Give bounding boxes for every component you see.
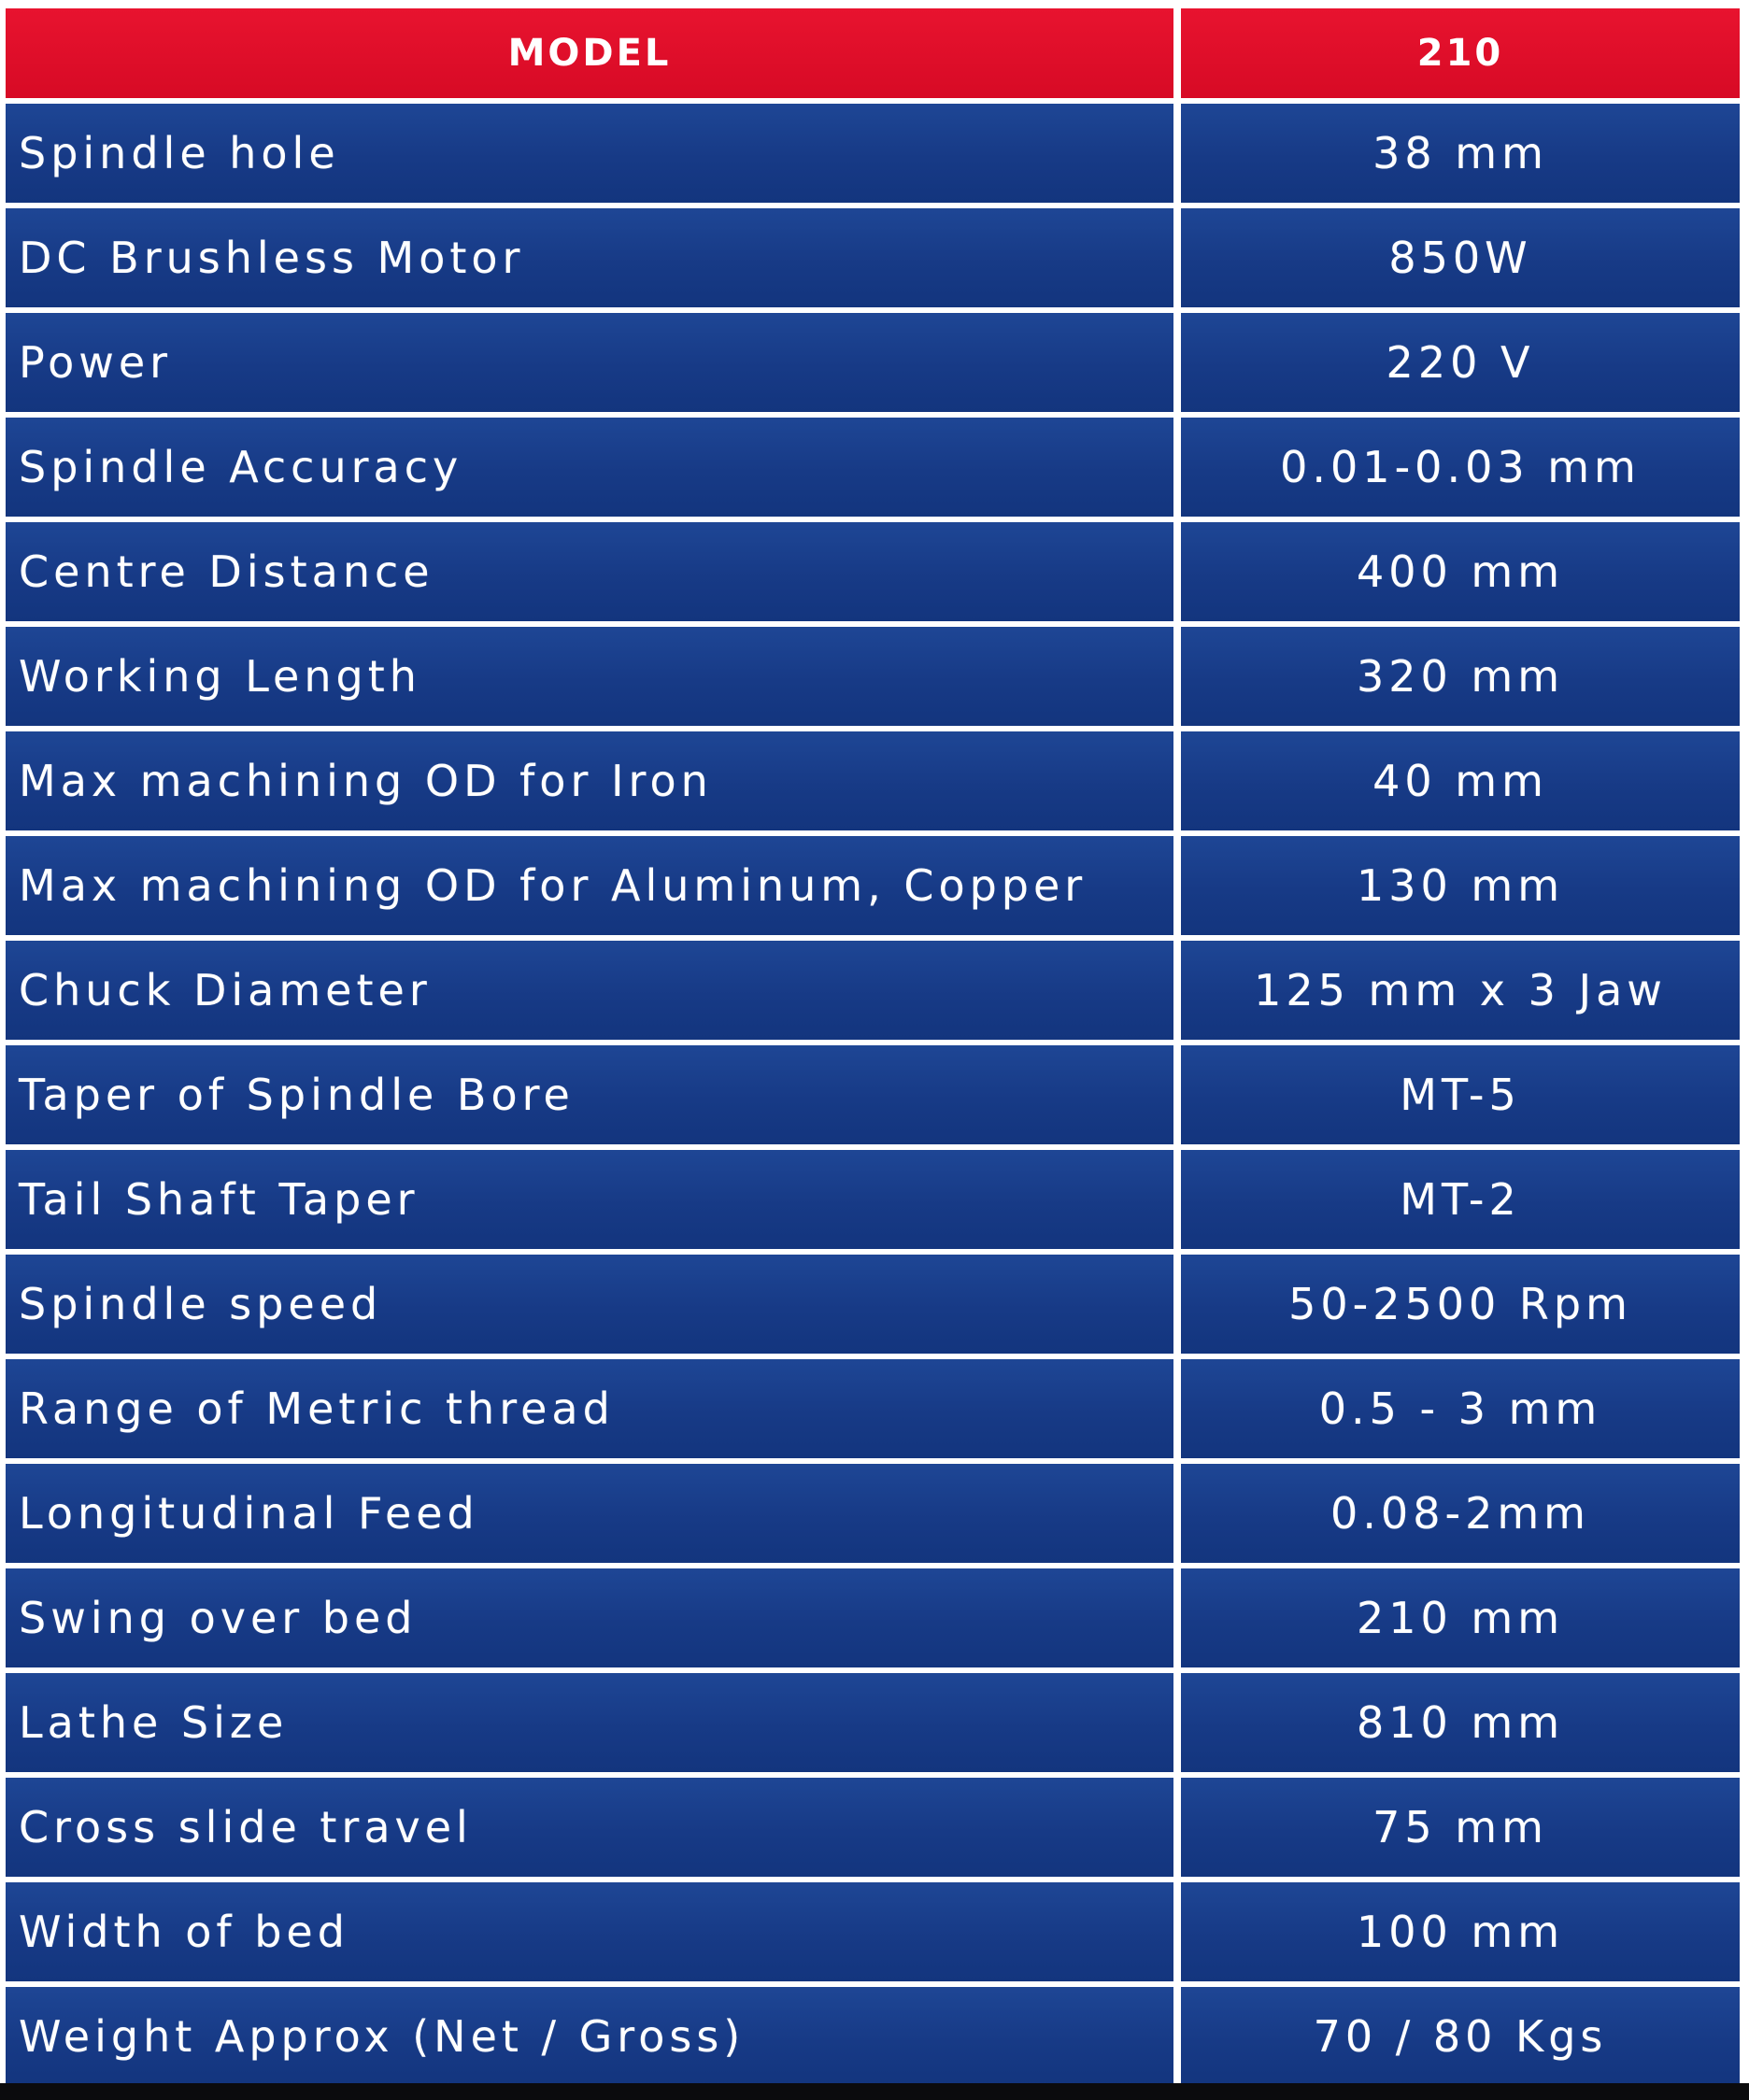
spec-value: 320 mm [1181,627,1740,726]
spec-label: Chuck Diameter [6,941,1173,1040]
spec-value: MT-2 [1181,1150,1740,1249]
spec-value: 100 mm [1181,1882,1740,1981]
spec-label: Spindle speed [6,1255,1173,1354]
spec-value: 0.01-0.03 mm [1181,418,1740,517]
spec-value: 75 mm [1181,1778,1740,1877]
spec-value: 70 / 80 Kgs [1181,1987,1740,2086]
spec-value: 38 mm [1181,104,1740,203]
spec-label: Working Length [6,627,1173,726]
spec-label: Max machining OD for Iron [6,731,1173,830]
spec-value: 0.5 - 3 mm [1181,1359,1740,1458]
spec-label: Cross slide travel [6,1778,1173,1877]
header-model-label: MODEL [6,8,1173,98]
spec-label: Tail Shaft Taper [6,1150,1173,1249]
spec-table [6,8,1740,2086]
spec-value: 850W [1181,208,1740,307]
spec-value: 810 mm [1181,1673,1740,1772]
spec-value: 50-2500 Rpm [1181,1255,1740,1354]
spec-label: Range of Metric thread [6,1359,1173,1458]
spec-value: 40 mm [1181,731,1740,830]
spec-label: Taper of Spindle Bore [6,1045,1173,1144]
spec-label: Longitudinal Feed [6,1464,1173,1563]
spec-label: Swing over bed [6,1568,1173,1667]
spec-value: 130 mm [1181,836,1740,935]
header-model-value: 210 [1181,8,1740,98]
bottom-edge-bar [0,2083,1749,2100]
spec-value: 125 mm x 3 Jaw [1181,941,1740,1040]
spec-label: Power [6,313,1173,412]
spec-value: 220 V [1181,313,1740,412]
spec-label: Lathe Size [6,1673,1173,1772]
spec-value: 0.08-2mm [1181,1464,1740,1563]
spec-label: Spindle hole [6,104,1173,203]
spec-label: DC Brushless Motor [6,208,1173,307]
spec-label: Max machining OD for Aluminum, Copper [6,836,1173,935]
spec-label: Spindle Accuracy [6,418,1173,517]
spec-label: Centre Distance [6,522,1173,621]
spec-value: 210 mm [1181,1568,1740,1667]
spec-label: Width of bed [6,1882,1173,1981]
spec-value: MT-5 [1181,1045,1740,1144]
spec-value: 400 mm [1181,522,1740,621]
spec-label: Weight Approx (Net / Gross) [6,1987,1173,2086]
